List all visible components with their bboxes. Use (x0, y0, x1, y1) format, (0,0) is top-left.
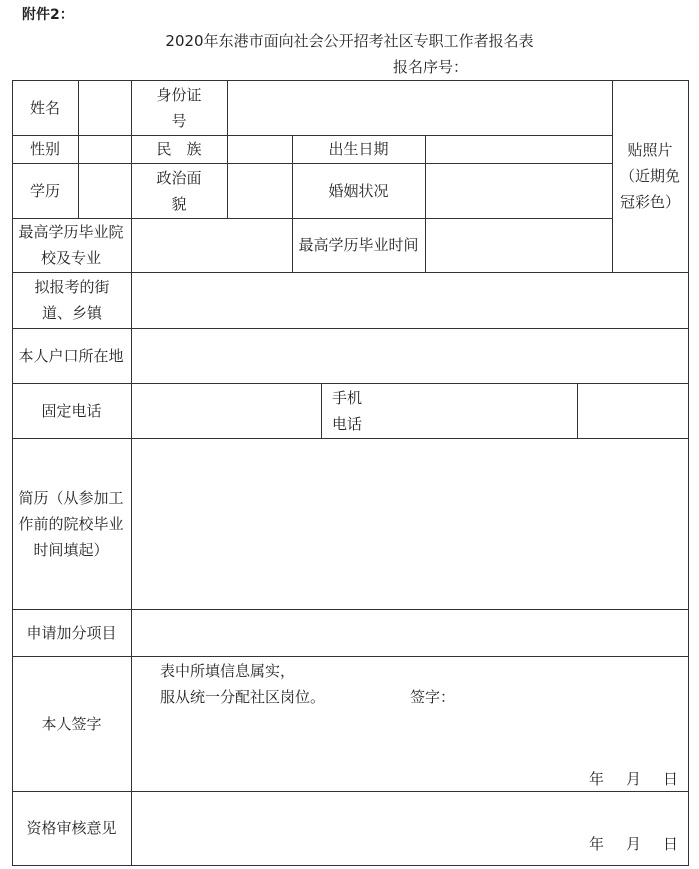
review-opinion-label: 资格审核意见 (26, 819, 117, 837)
household-label: 本人户口所在地 (18, 346, 124, 365)
date-year: 年 (589, 770, 605, 788)
date-day: 日 (663, 770, 679, 788)
landline-label: 固定电话 (41, 401, 102, 420)
bonus-items-label: 申请加分项目 (26, 623, 117, 642)
gender-field[interactable] (78, 135, 131, 163)
resume-field[interactable] (131, 438, 688, 609)
political-status-label: 政治面貌 (156, 168, 202, 213)
id-number-label: 身份证号 (156, 85, 202, 130)
signature-date (589, 768, 679, 788)
marital-status-field[interactable] (425, 163, 612, 218)
attachment-label: 附件2： (22, 7, 74, 23)
name-label: 姓名 (29, 98, 60, 117)
education-field[interactable] (78, 163, 131, 218)
education-label: 学历 (29, 181, 60, 200)
gender-label: 性别 (29, 140, 60, 158)
date-year: 年 (589, 835, 605, 853)
form-title: 2020年东港市面向社会公开招考社区专职工作者报名表 (165, 32, 534, 50)
highest-school-field[interactable] (131, 218, 292, 272)
highest-school-label: 最高学历毕业院校及专业 (18, 223, 124, 267)
applied-area-field[interactable] (131, 272, 688, 328)
name-field[interactable] (78, 80, 131, 135)
signature-label: 本人签字 (41, 714, 102, 733)
household-field[interactable] (131, 328, 688, 383)
resume-label: 简历（从参加工作前的院校毕业时间填起） (18, 488, 124, 559)
mobile-field[interactable] (365, 383, 577, 438)
photo-placeholder: 贴照片（近期免冠彩色） (620, 141, 681, 211)
highest-grad-time-field[interactable] (425, 218, 612, 272)
mobile-label: 手机电话 (331, 388, 362, 433)
id-number-field[interactable] (227, 80, 612, 135)
political-status-field[interactable] (227, 163, 292, 218)
highest-grad-time-label: 最高学历毕业时间 (298, 236, 419, 254)
bonus-items-field[interactable] (131, 609, 688, 656)
review-date (589, 833, 679, 853)
birth-date-label: 出生日期 (328, 140, 389, 158)
date-month: 月 (626, 770, 642, 788)
applied-area-label: 拟报考的街道、乡镇 (34, 278, 110, 322)
landline-field[interactable] (131, 383, 321, 438)
declaration-line-2: 服从统一分配社区岗位。 (160, 688, 326, 706)
date-month: 月 (626, 835, 642, 853)
ethnicity-label: 民 族 (156, 140, 202, 158)
birth-date-field[interactable] (425, 135, 612, 163)
ethnicity-field[interactable] (227, 135, 292, 163)
marital-status-label: 婚姻状况 (328, 181, 389, 200)
signature-field-label: 签字： (410, 688, 456, 706)
date-day: 日 (663, 835, 679, 853)
declaration-line-1: 表中所填信息属实， (160, 662, 296, 680)
serial-number-label: 报名序号： (393, 58, 469, 76)
